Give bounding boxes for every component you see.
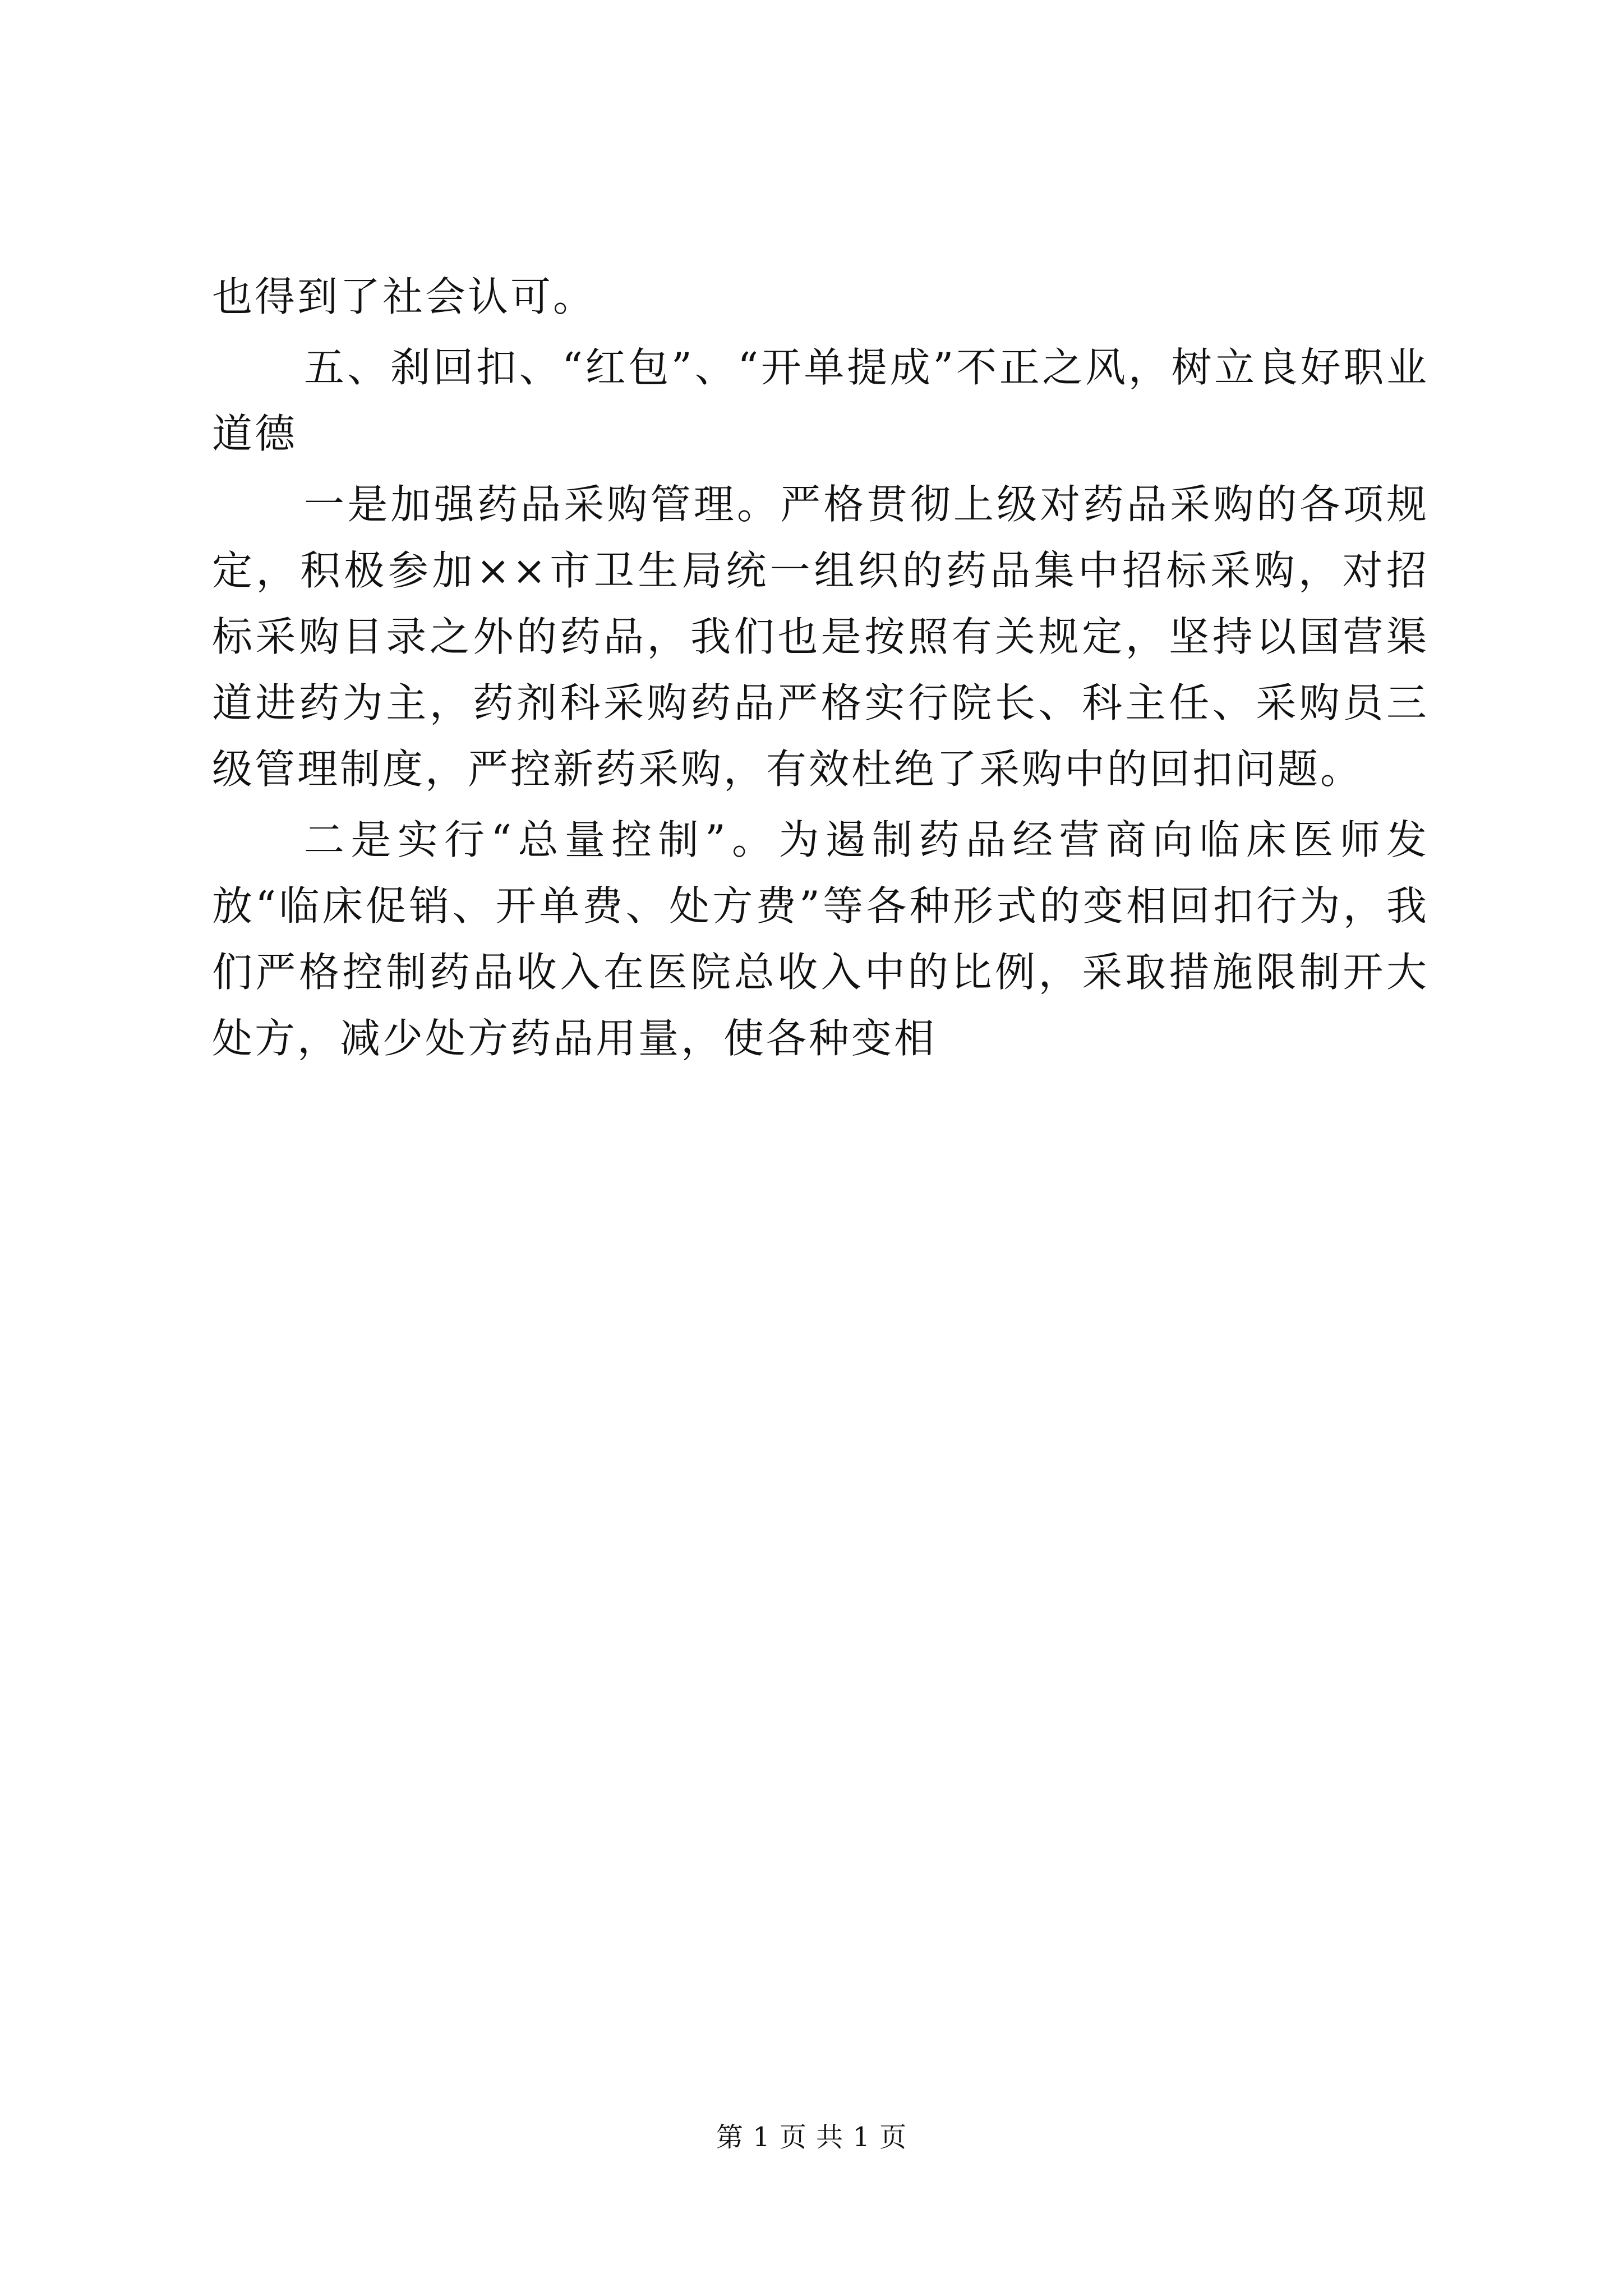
page-footer: 第 1 页 共 1 页 — [716, 2122, 907, 2153]
paragraph-procurement-management: 一是加强药品采购管理。严格贯彻上级对药品采购的各项规定，积极参加××市卫生局统一组织的药品集中招标采购，对招标采购目录之外的药品，我们也是按照有关规定，坚持以国营渠道进药为主，药剂科采购药品严格实行院长、科主任、采购员三级管理制度，严控新药采购，有效杜绝了采购中的回扣问题。 — [212, 481, 1429, 793]
paragraph-total-control: 二是实行“总量控制”。为遏制药品经营商向临床医师发放“临床促销、开单费、处方费”等各种形式的变相回扣行为，我们严格控制药品收入在医院总收入中的比例，采取措施限制开大处方，减少处方药品用量，使各种变相 — [212, 816, 1429, 1062]
document-body — [212, 264, 1429, 1071]
section-heading-five: 五、刹回扣、“红包”、“开单提成”不正之风，树立良好职业道德 — [212, 344, 1429, 457]
paragraph-continuation: 也得到了社会认可。 — [212, 273, 596, 320]
